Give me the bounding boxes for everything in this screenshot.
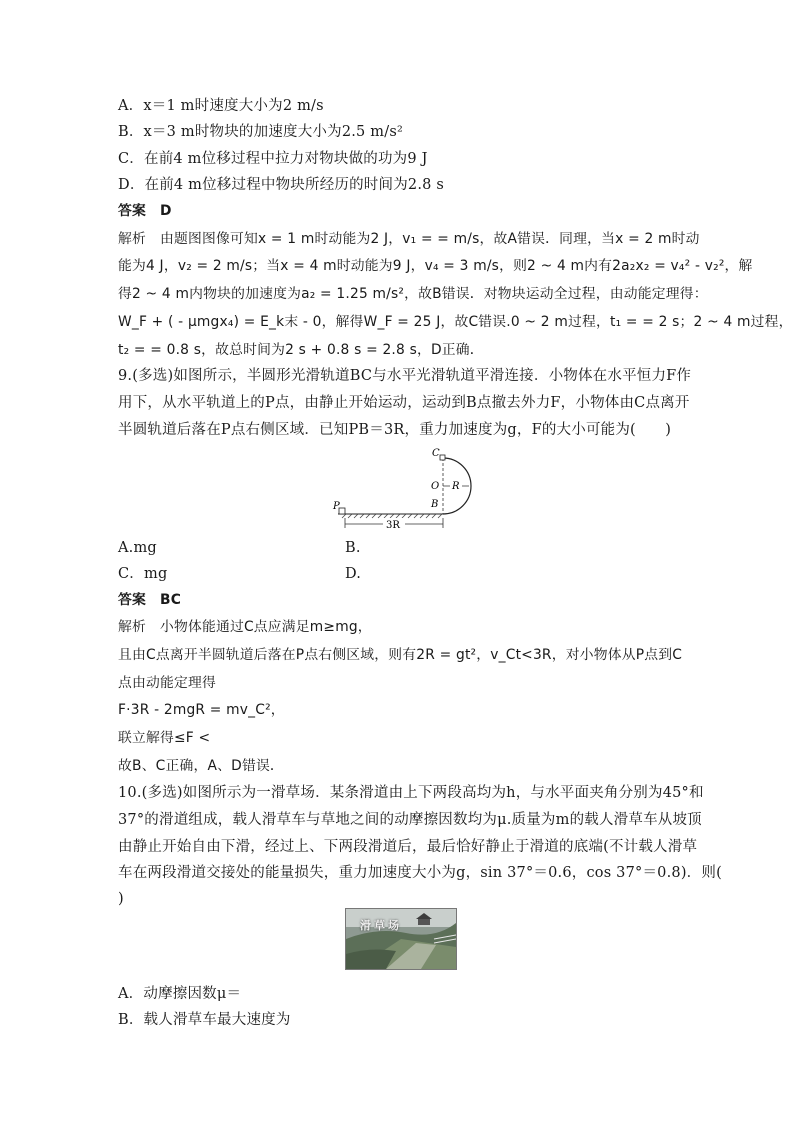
question-10-line: ) — [118, 891, 124, 907]
track-hatching — [342, 514, 442, 518]
answer-line: 答案 BC — [118, 592, 182, 608]
analysis-line: 解析 由题图图像可知x = 1 m时动能为2 J，v₁ = = m/s，故A错误．同理，当x = 2 m时动 — [118, 231, 700, 247]
analysis-line: 点由动能定理得 — [118, 675, 216, 691]
question-10-line: 10.(多选)如图所示为一滑草场．某条滑道由上下两段高均为h，与水平面夹角分别为45°和 — [118, 785, 704, 801]
track-diagram — [330, 444, 480, 534]
option-a-line: A.mg — [118, 540, 157, 556]
option-d-line: D. — [345, 566, 362, 582]
analysis-line: W_F + ( - μmgx₄) = E_k末 - 0，解得W_F = 25 J，故C错误.0 ~ 2 m过程，t₁ = = 2 s；2 ~ 4 m过程， — [118, 314, 793, 330]
object-at-c — [440, 455, 445, 460]
option-c-line: C．mg — [118, 566, 168, 582]
option-a-line: A．动摩擦因数μ＝ — [118, 986, 242, 1002]
option-b-line: B. — [345, 540, 361, 556]
label-r: R — [452, 481, 460, 492]
analysis-line: F·3R - 2mgR = mv_C²， — [118, 702, 285, 718]
analysis-line: 故B、C正确，A、D错误． — [118, 758, 284, 774]
option-b-line: B．载人滑草车最大速度为 — [118, 1012, 291, 1028]
question-10-line: 车在两段滑道交接处的能量损失，重力加速度大小为g，sin 37°＝0.6，cos 37°＝0.8)．则( — [118, 865, 722, 881]
question-10-line: 37°的滑道组成，载人滑草车与草地之间的动摩擦因数均为μ.质量为m的载人滑草车从坡顶 — [118, 812, 702, 828]
option-c-line: C．在前4 m位移过程中拉力对物块做的功为9 J — [118, 151, 428, 167]
analysis-line: 联立解得≤F < — [118, 730, 211, 746]
option-a-line: A．x＝1 m时速度大小为2 m/s — [118, 98, 324, 114]
label-c: C — [432, 448, 440, 459]
analysis-line: 能为4 J，v₂ = 2 m/s；当x = 4 m时动能为9 J，v₄ = 3 m/s，则2 ~ 4 m内有2a₂x₂ = v₄² - v₂²，解 — [118, 258, 753, 274]
analysis-line: 且由C点离开半圆轨道后落在P点右侧区域，则有2R = gt²，v_Ct<3R，对小物体从P点到C — [118, 647, 683, 663]
label-b: B — [431, 499, 439, 510]
question-9-line: 用下，从水平轨道上的P点，由静止开始运动，运动到B点撤去外力F，小物体由C点离开 — [118, 395, 690, 411]
photo-sign-text: 滑草场 — [360, 919, 402, 932]
analysis-line: 解析 小物体能通过C点应满足m≥mg， — [118, 619, 372, 635]
question-9-line: 半圆轨道后落在P点右侧区域．已知PB＝3R，重力加速度为g，F的大小可能为( ) — [118, 422, 672, 438]
option-d-line: D．在前4 m位移过程中物块所经历的时间为2.8 s — [118, 177, 445, 193]
grass-ski-photo — [345, 908, 457, 970]
answer-line: 答案 D — [118, 203, 172, 219]
object-at-p — [339, 508, 345, 514]
option-b-line: B．x＝3 m时物块的加速度大小为2.5 m/s² — [118, 124, 403, 140]
question-9-line: 9.(多选)如图所示，半圆形光滑轨道BC与水平光滑轨道平滑连接．小物体在水平恒力F作 — [118, 368, 692, 384]
label-o: O — [431, 481, 440, 492]
analysis-line: 得2 ~ 4 m内物块的加速度为a₂ = 1.25 m/s²，故B错误．对物块运动全过程，由动能定理得： — [118, 286, 708, 302]
label-p: P — [333, 501, 340, 512]
question-10-line: 由静止开始自由下滑，经过上、下两段滑道后，最后恰好静止于滑道的底端(不计载人滑草 — [118, 839, 698, 855]
analysis-line: t₂ = = 0.8 s，故总时间为2 s + 0.8 s = 2.8 s，D正确． — [118, 342, 484, 358]
label-3r: 3R — [386, 520, 400, 531]
